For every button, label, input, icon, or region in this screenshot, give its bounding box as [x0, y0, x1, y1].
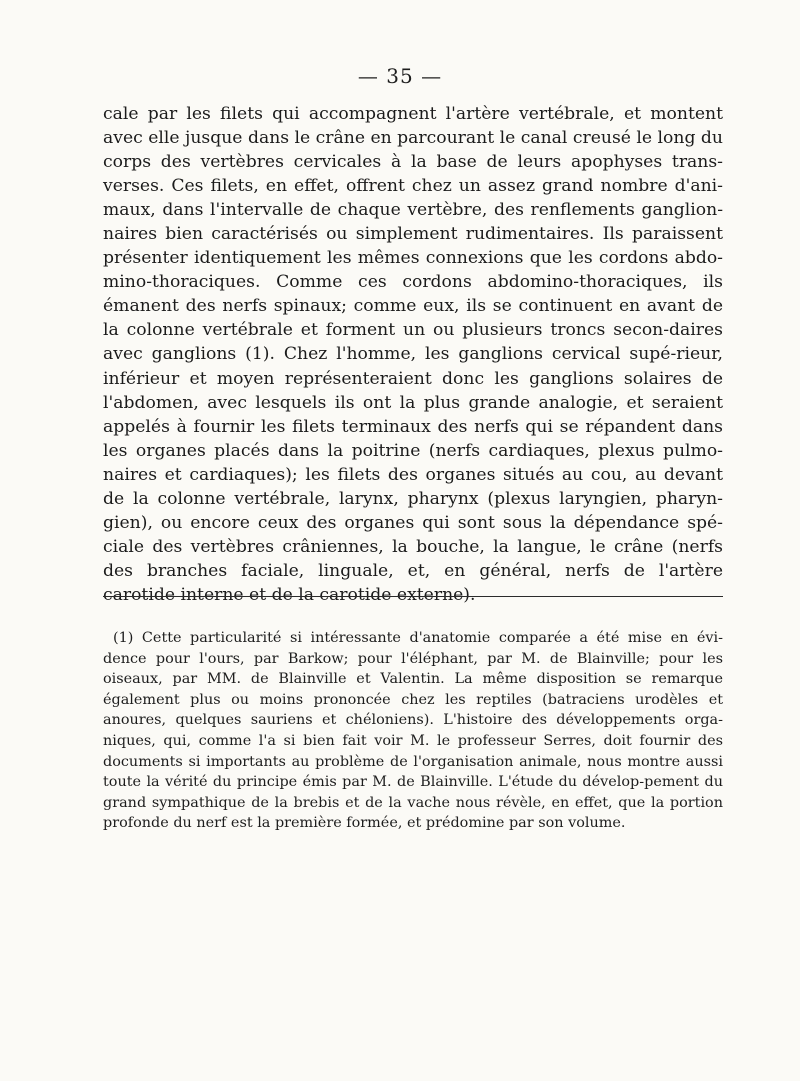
footnote-text: (1) Cette particularité si intéressante d'anatomie comparée a été mise en évi-dence pour l'ours, par Barkow; pour l'éléphant, par M. de Blainville; pour les oiseaux, par MM. de Blainville et Valentin. La même disposition se remarque également plus ou moins prononcée chez les reptiles (batraciens urodèles et anoures, quelques sauriens et chéloniens). L'histoire des développements orga-niques, qui, comme l'a si bien fait voir M. le professeur Serres, doit fournir des documents si importants au problème de l'organisation animale, nous montre aussi toute la vérité du principe émis par M. de Blainville. L'étude du dévelop-pement du grand sympathique de la brebis et de la vache nous révèle, en effet, que la portion profonde du nerf est la première formée, et prédomine par son volume. — [103, 630, 723, 832]
footnote-separator — [103, 596, 723, 597]
main-text — [103, 102, 723, 607]
body-paragraph: cale par les filets qui accompagnent l'artère vertébrale, et montent avec elle jusque dans le crâne en parcourant le canal creusé le long du corps des vertèbres cervicales à la base de leurs apophyses trans-verses. Ces filets, en effet, offrent chez un assez grand nombre d'ani-maux, dans l'intervalle de chaque vertèbre, des renflements ganglion-naires bien caractérisés ou simplement rudimentaires. Ils paraissent présenter identiquement les mêmes connexions que les cordons abdo-mino-thoraciques. Comme ces cordons abdomino-thoraciques, ils émanent des nerfs spinaux; comme eux, ils se continuent en avant de la colonne vertébrale et forment un ou plusieurs troncs secon-daires avec ganglions (1). Chez l'homme, les ganglions cervical supé-rieur, inférieur et moyen représenteraient donc les ganglions solaires de l'abdomen, avec lesquels ils ont la plus grande analogie, et seraient appelés à fournir les filets terminaux des nerfs qui se répandent dans les organes placés dans la poitrine (nerfs cardiaques, plexus pulmo-naires et cardiaques); les filets des organes situés au cou, au devant de la colonne vertébrale, larynx, pharynx (plexus laryngien, pharyn-gien), ou encore ceux des organes qui sont sous la dépendance spé-ciale des vertèbres crâniennes, la bouche, la langue, le crâne (nerfs des branches faciale, linguale, et, en général, nerfs de l'artère carotide interne et de la carotide externe). — [103, 104, 723, 605]
footnote — [103, 628, 723, 834]
page-number: — 35 — — [357, 64, 443, 88]
